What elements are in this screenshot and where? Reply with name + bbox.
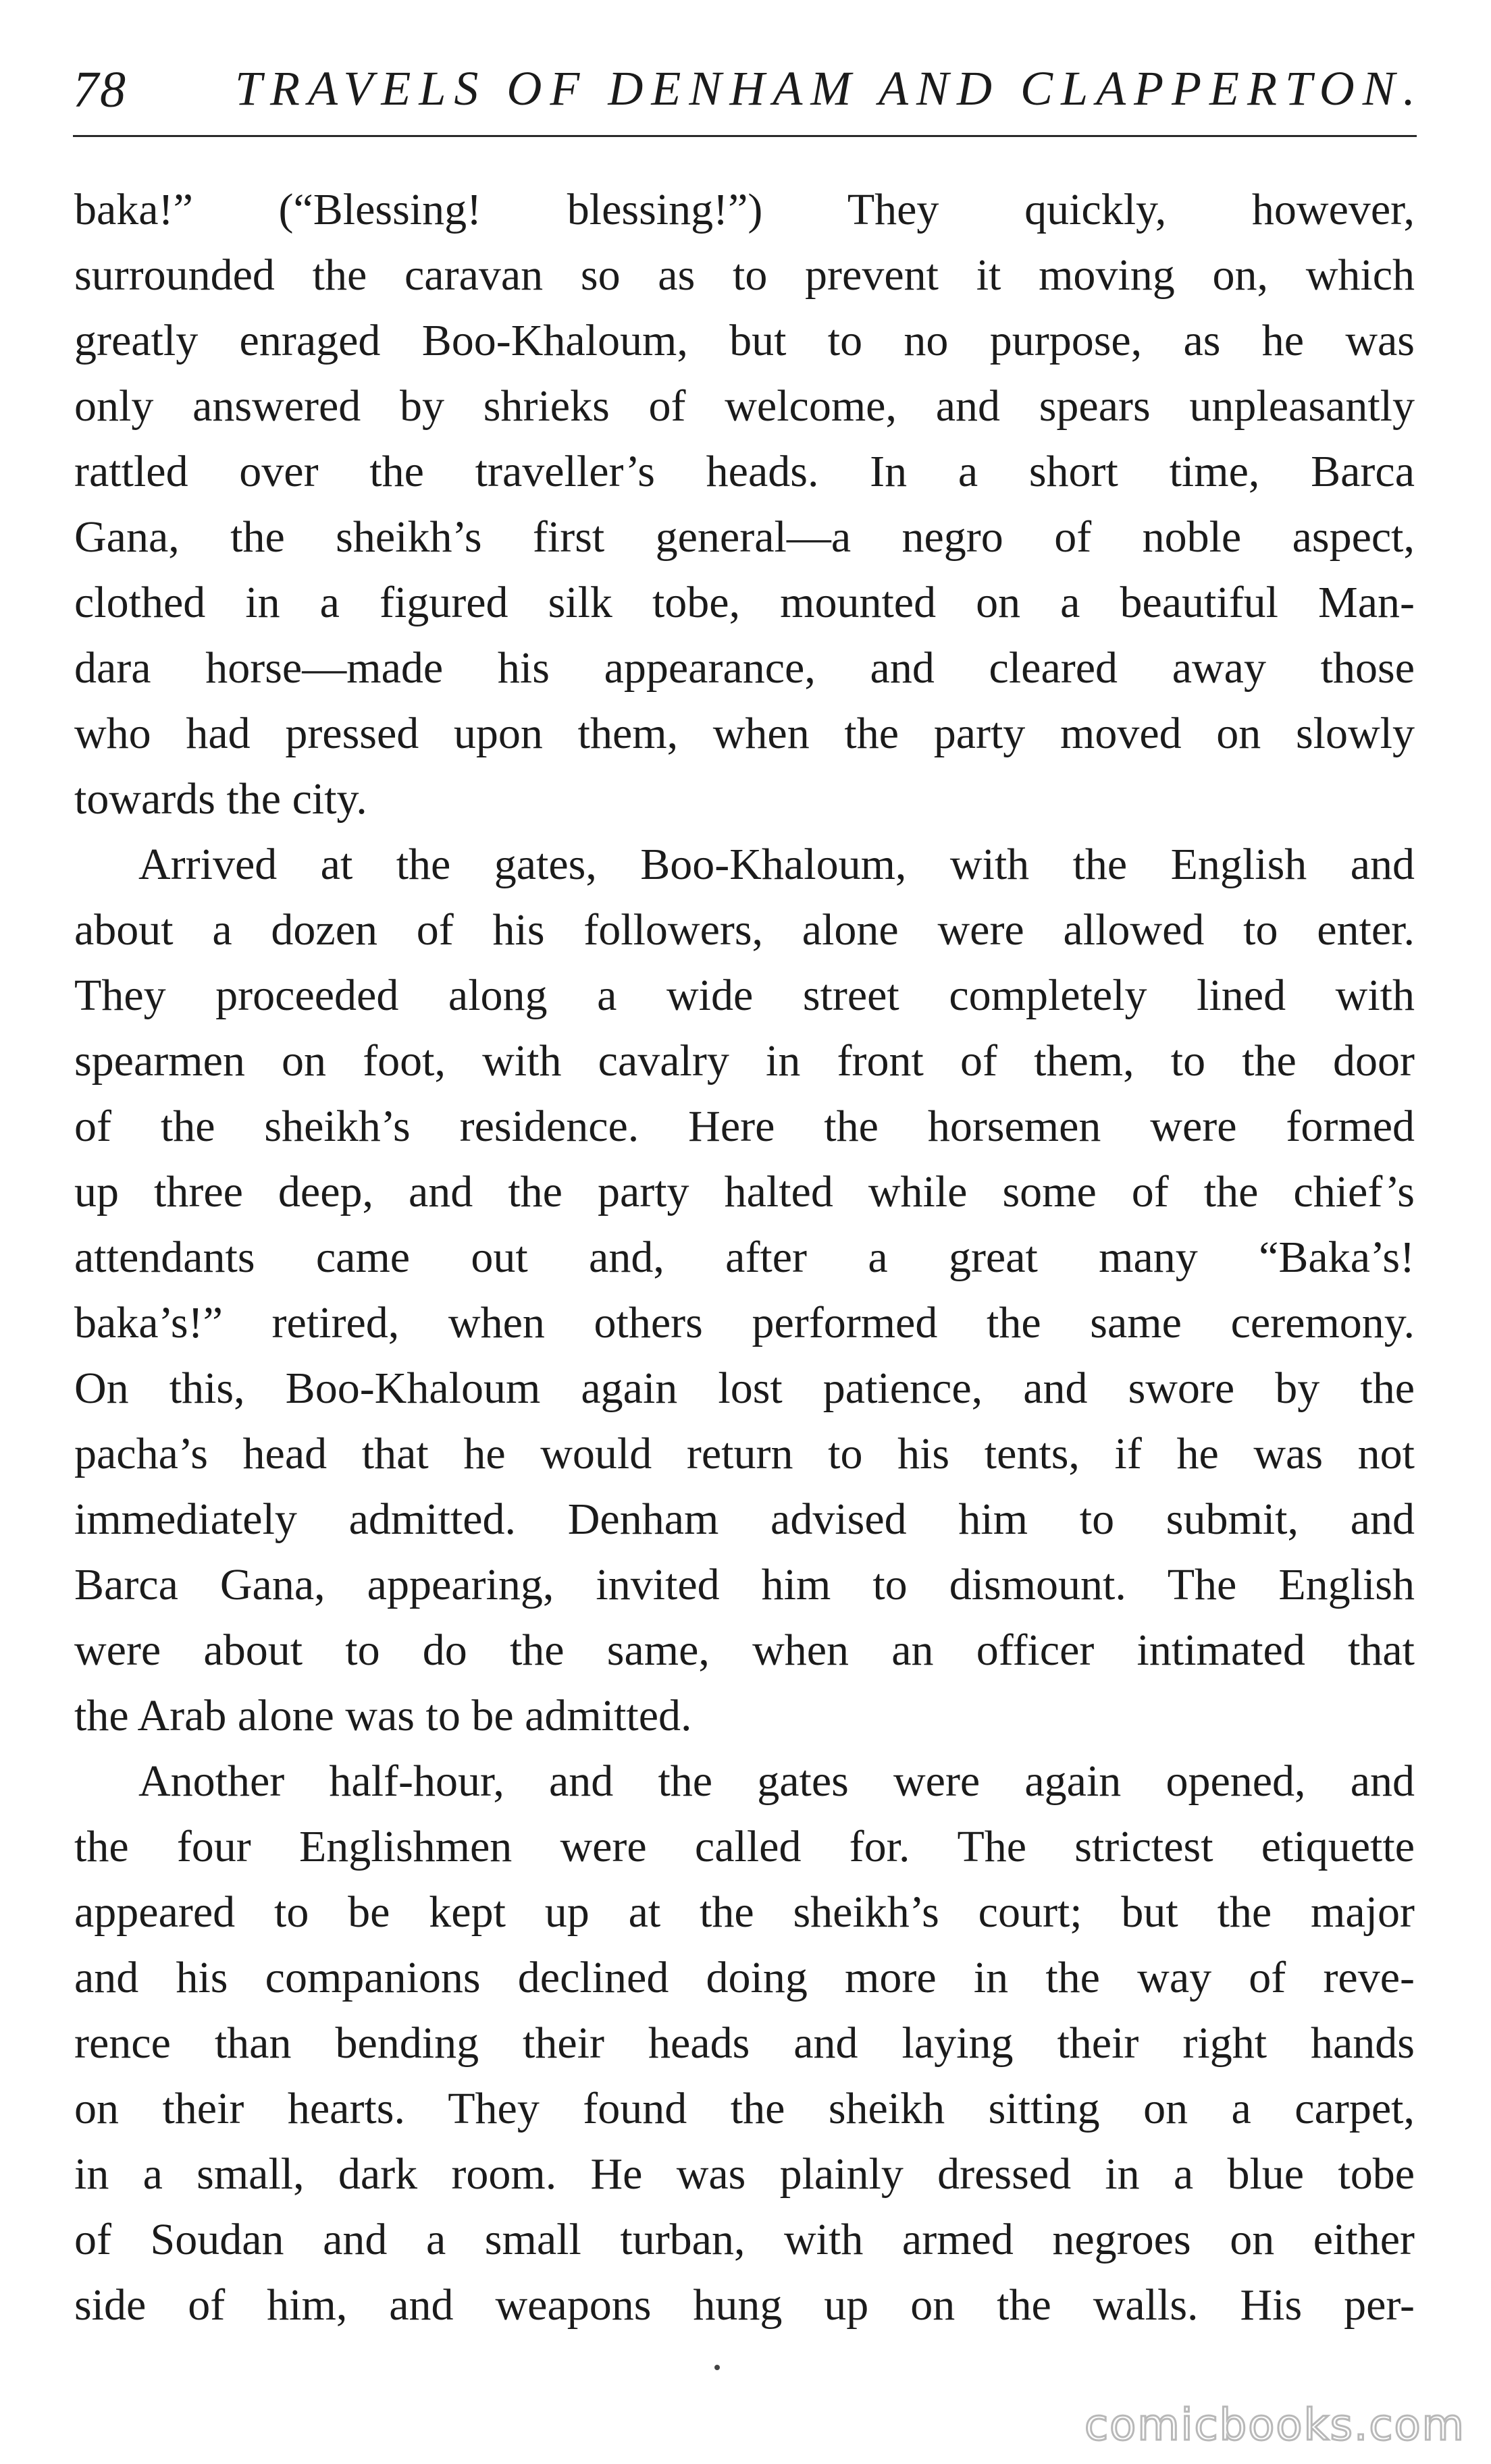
text-line: Barca Gana, appearing, invited him to dismount. The English	[74, 1560, 1415, 1609]
page-header	[73, 47, 1423, 128]
text-line: in a small, dark room. He was plainly dressed in a blue tobe	[74, 2149, 1415, 2199]
paragraph-2	[74, 832, 1415, 1748]
text-line: dara horse—made his appearance, and cleared away those	[74, 643, 1415, 693]
text-line: baka’s!” retired, when others performed the same ceremony.	[74, 1298, 1415, 1347]
body-text	[74, 177, 1415, 2338]
text-line: immediately admitted. Denham advised him to submit, and	[74, 1495, 1415, 1544]
text-line: They proceeded along a wide street completely lined with	[74, 971, 1415, 1020]
text-line: and his companions declined doing more in the way of reve-	[74, 1953, 1415, 2002]
text-line: of Soudan and a small turban, with armed negroes on either	[74, 2215, 1415, 2264]
text-line: rence than bending their heads and laying their right hands	[74, 2018, 1415, 2068]
text-line: pacha’s head that he would return to his tents, if he was not	[74, 1429, 1415, 1478]
print-speck	[714, 2365, 720, 2370]
running-title: TRAVELS OF DENHAM AND CLAPPERTON.	[235, 61, 1423, 115]
text-line: rattled over the traveller’s heads. In a short time, Barca	[74, 447, 1415, 496]
text-line: side of him, and weapons hung up on the walls. His per-	[74, 2280, 1415, 2330]
text-line: about a dozen of his followers, alone were allowed to enter.	[74, 905, 1415, 955]
text-line: the four Englishmen were called for. The strictest etiquette	[74, 1822, 1415, 1871]
text-line: of the sheikh’s residence. Here the horsemen were formed	[74, 1102, 1415, 1151]
paragraph-1	[74, 177, 1415, 832]
text-line: towards the city.	[74, 774, 367, 824]
text-line: baka!” (“Blessing! blessing!”) They quickly, however,	[74, 185, 1415, 234]
watermark: comicbooks.com	[1084, 2401, 1465, 2450]
paragraph-3	[74, 1748, 1415, 2338]
text-line: greatly enraged Boo-Khaloum, but to no purpose, as he was	[74, 316, 1415, 365]
text-line: Another half-hour, and the gates were again opened, and	[138, 1757, 1415, 1806]
text-line: On this, Boo-Khaloum again lost patience, and swore by the	[74, 1364, 1415, 1413]
text-line: up three deep, and the party halted while some of the chief’s	[74, 1167, 1415, 1216]
text-line: the Arab alone was to be admitted.	[74, 1691, 692, 1740]
text-line: Arrived at the gates, Boo-Khaloum, with the English and	[138, 840, 1415, 889]
page-number: 78	[73, 61, 127, 118]
text-line: Gana, the sheikh’s first general—a negro of noble aspect,	[74, 512, 1415, 562]
text-line: who had pressed upon them, when the party moved on slowly	[74, 709, 1415, 758]
text-line: on their hearts. They found the sheikh sitting on a carpet,	[74, 2084, 1415, 2133]
text-line: attendants came out and, after a great many “Baka’s!	[74, 1233, 1415, 1282]
text-line: clothed in a figured silk tobe, mounted on a beautiful Man-	[74, 578, 1415, 627]
text-line: were about to do the same, when an officer intimated that	[74, 1626, 1415, 1675]
text-line: surrounded the caravan so as to prevent it moving on, which	[74, 250, 1415, 300]
text-line: appeared to be kept up at the sheikh’s court; but the major	[74, 1887, 1415, 1937]
text-line: spearmen on foot, with cavalry in front of them, to the door	[74, 1036, 1415, 1086]
text-line: only answered by shrieks of welcome, and spears unpleasantly	[74, 381, 1415, 431]
header-rule	[73, 135, 1417, 137]
